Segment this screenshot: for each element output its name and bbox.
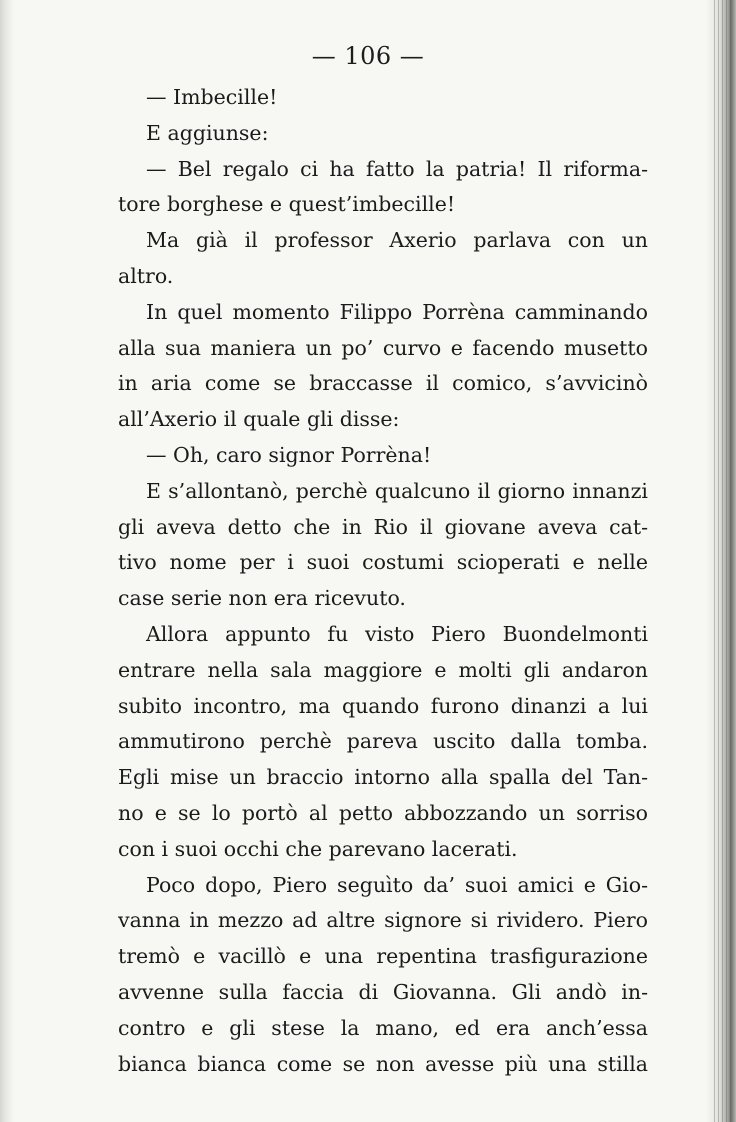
text-line: Egli mise un braccio intorno alla spalla del Tan- bbox=[118, 765, 648, 790]
text-line: entrare nella sala maggiore e molti gli andaron bbox=[118, 657, 648, 682]
text-line: — Imbecille! bbox=[146, 85, 278, 109]
text-line: — Bel regalo ci ha fatto la patria! Il riforma- bbox=[146, 156, 648, 181]
text-line: case serie non era ricevuto. bbox=[118, 586, 406, 611]
text-line: In quel momento Filippo Porrèna camminando bbox=[146, 299, 648, 324]
text-line: in aria come se braccasse il comico, s’avvicinò bbox=[118, 371, 648, 396]
text-line: no e se lo portò al petto abbozzando un sorriso bbox=[118, 800, 648, 825]
text-line: altro. bbox=[118, 263, 174, 288]
text-line: avvenne sulla faccia di Giovanna. Gli andò in- bbox=[118, 979, 648, 1004]
text-line: — Oh, caro signor Porrèna! bbox=[146, 442, 432, 467]
text-line: contro e gli stese la mano, ed era anch’essa bbox=[118, 1015, 648, 1040]
text-line: tore borghese e quest’imbecille! bbox=[118, 192, 456, 217]
text-line: alla sua maniera un po’ curvo e facendo musetto bbox=[118, 335, 648, 360]
text-line: subito incontro, ma quando furono dinanzi a lui bbox=[118, 693, 648, 718]
text-line: tivo nome per i suoi costumi scioperati e nelle bbox=[118, 550, 648, 575]
text-line: vanna in mezzo ad altre signore si rividero. Piero bbox=[118, 908, 648, 933]
page-number: — 106 — bbox=[311, 42, 425, 70]
text-line: Poco dopo, Piero seguìto da’ suoi amici e Gio- bbox=[146, 872, 648, 897]
text-line: E aggiunse: bbox=[146, 120, 269, 145]
text-line: Ma già il professor Axerio parlava con un bbox=[146, 228, 648, 253]
text-line: tremò e vacillò e una repentina trasfigurazione bbox=[118, 944, 648, 969]
body-text bbox=[118, 80, 648, 1082]
page-left-edge-shadow bbox=[0, 0, 14, 1122]
text-line: E s’allontanò, perchè qualcuno il giorno innanzi bbox=[146, 478, 648, 503]
page-right-edge-texture bbox=[714, 0, 732, 1122]
text-line: ammutirono perchè pareva uscito dalla tomba. bbox=[118, 729, 648, 754]
text-line: con i suoi occhi che parevano lacerati. bbox=[118, 836, 518, 861]
text-line: all’Axerio il quale gli disse: bbox=[118, 407, 400, 432]
text-line: gli aveva detto che in Rio il giovane aveva cat- bbox=[118, 514, 648, 539]
text-line: bianca bianca come se non avesse più una stilla bbox=[118, 1051, 648, 1076]
text-line: Allora appunto fu visto Piero Buondelmonti bbox=[146, 621, 648, 646]
